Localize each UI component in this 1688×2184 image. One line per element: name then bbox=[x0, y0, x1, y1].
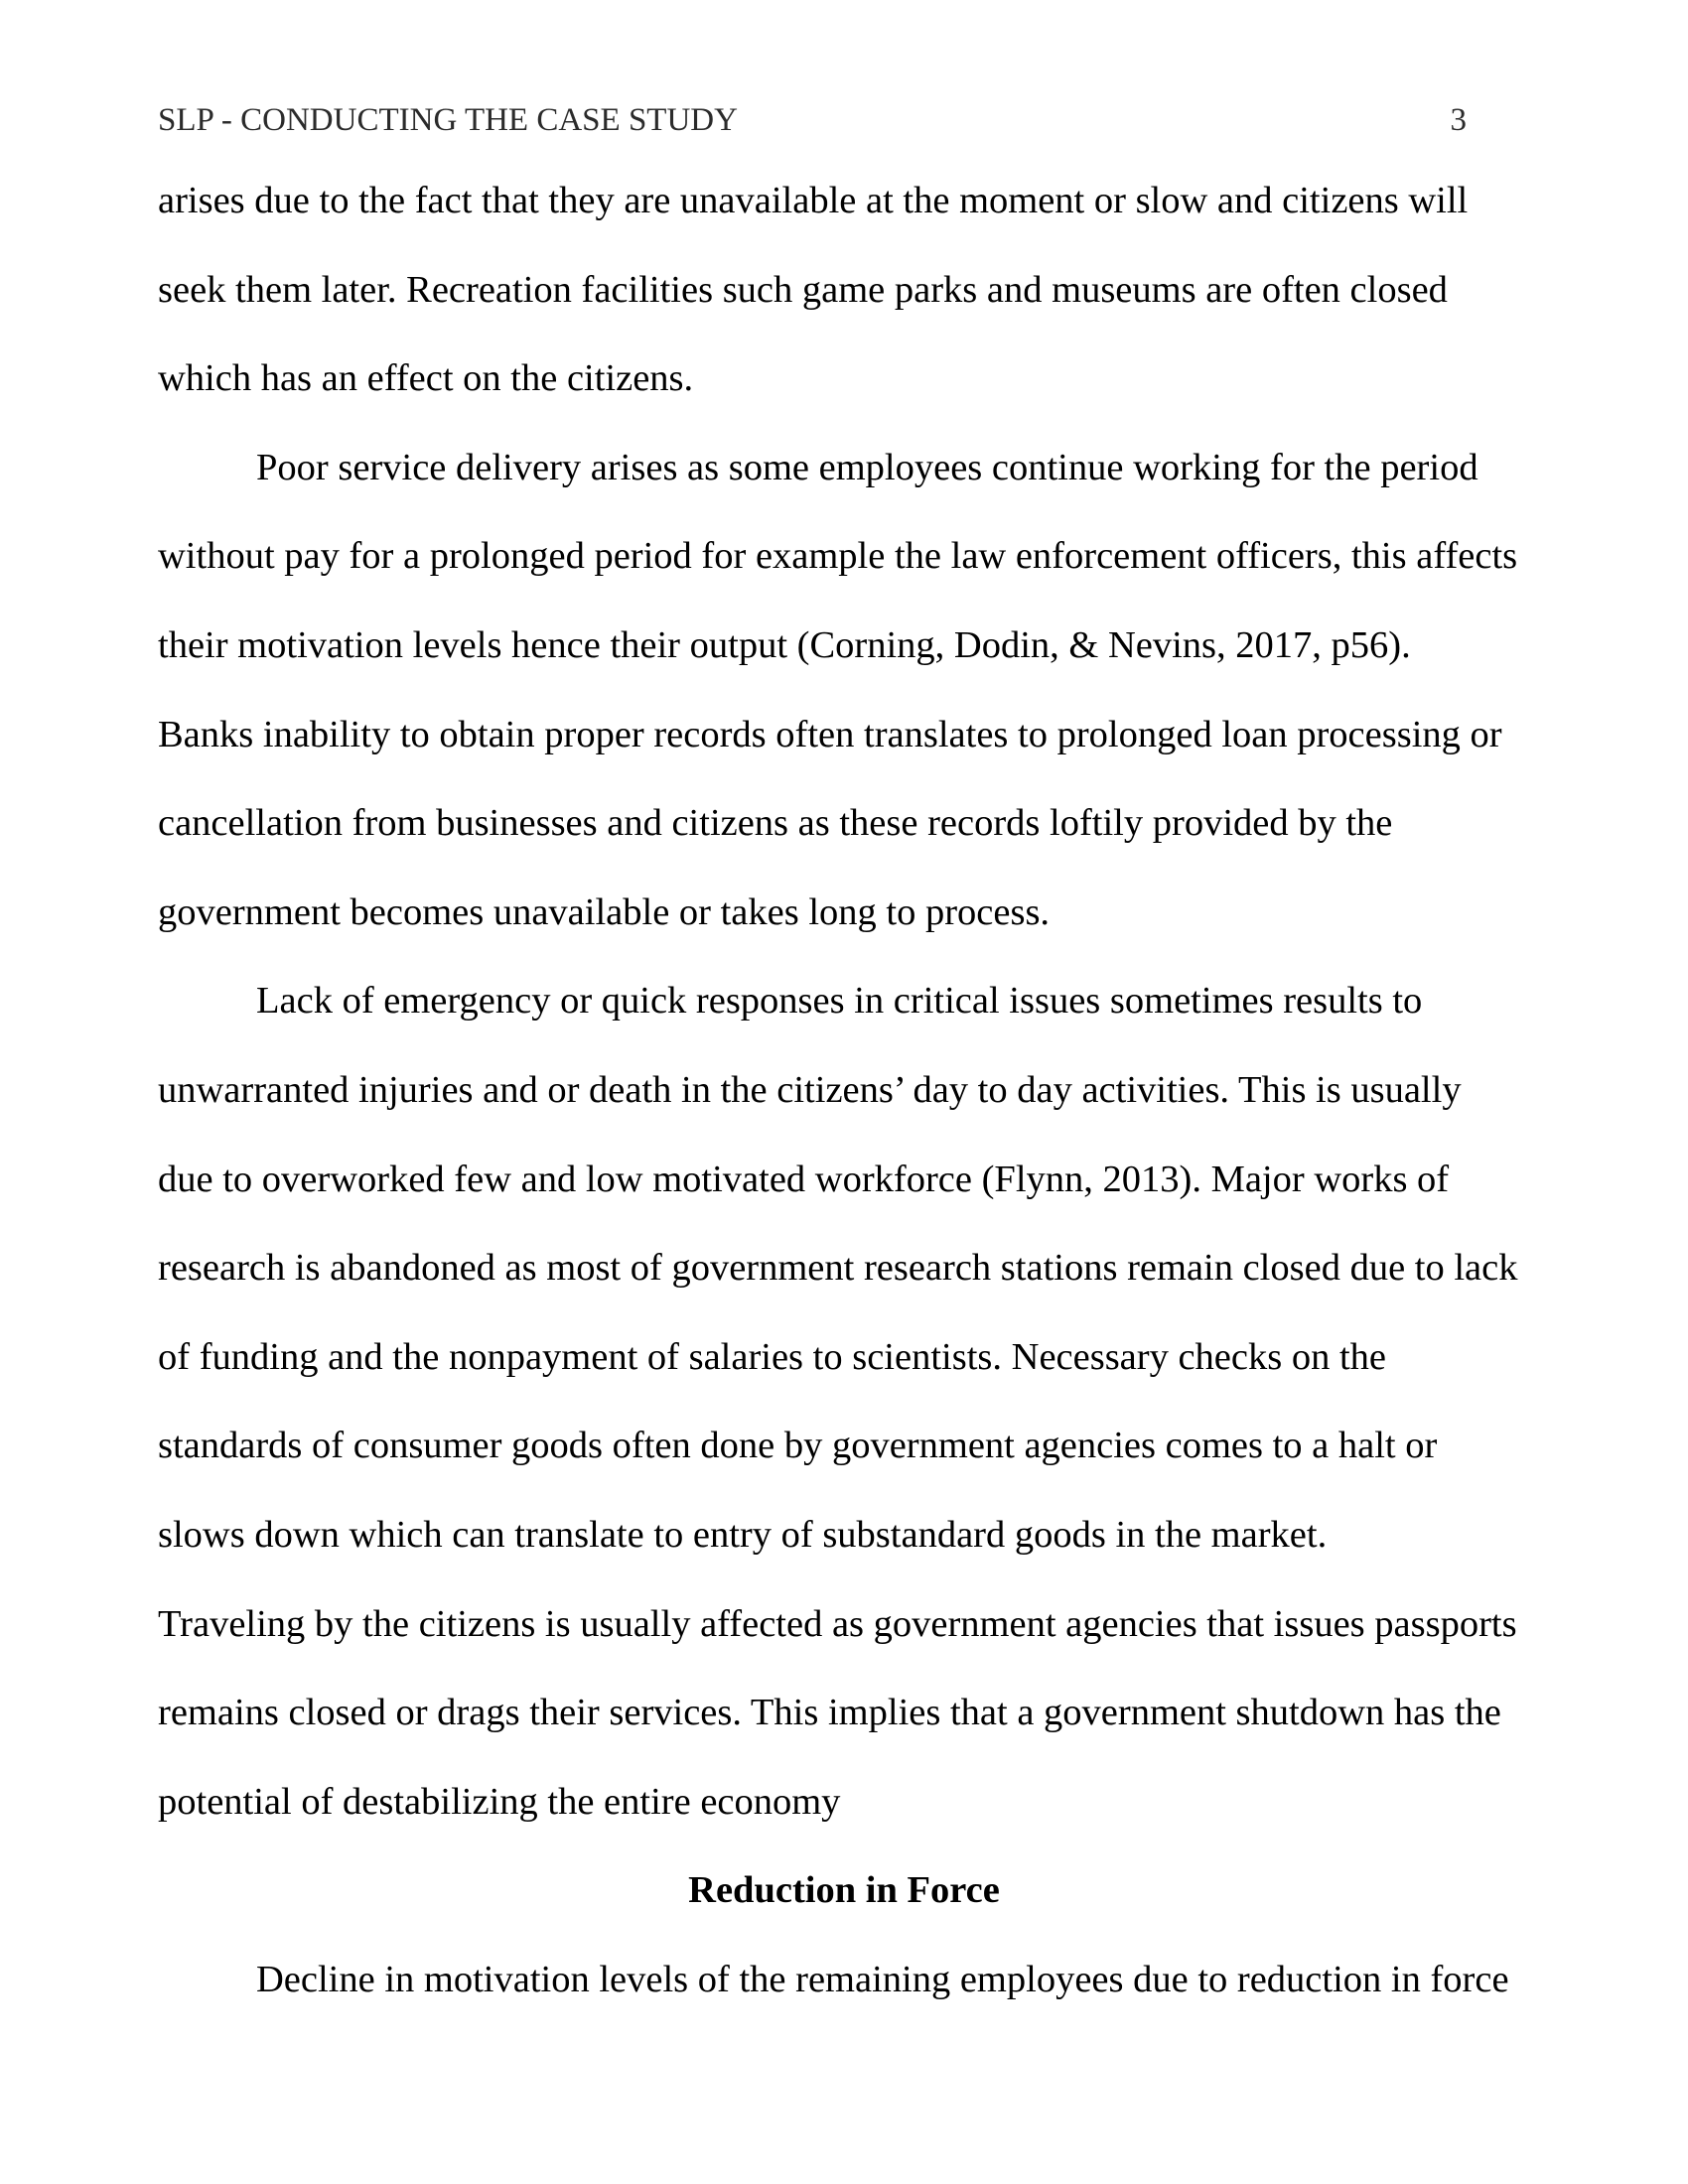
body-line: research is abandoned as most of government research stations remain closed due to lack bbox=[158, 1247, 1518, 1289]
paragraph-start-line: Decline in motivation levels of the remaining employees due to reduction in force bbox=[256, 1959, 1509, 2000]
body-line: cancellation from businesses and citizens as these records loftily provided by the bbox=[158, 802, 1393, 844]
paragraph-start-line: Lack of emergency or quick responses in critical issues sometimes results to bbox=[256, 980, 1423, 1022]
body-line: due to overworked few and low motivated workforce (Flynn, 2013). Major works of bbox=[158, 1159, 1450, 1200]
body-line: arises due to the fact that they are unavailable at the moment or slow and citizens will bbox=[158, 180, 1469, 221]
body-line: of funding and the nonpayment of salaries to scientists. Necessary checks on the bbox=[158, 1336, 1387, 1378]
paragraph-start-line: Poor service delivery arises as some employees continue working for the period bbox=[256, 447, 1478, 488]
body-line: standards of consumer goods often done by government agencies comes to a halt or bbox=[158, 1425, 1438, 1466]
page-number: 3 bbox=[1450, 102, 1467, 138]
body-line: potential of destabilizing the entire economy bbox=[158, 1781, 841, 1823]
body-line: Banks inability to obtain proper records often translates to prolonged loan processing or bbox=[158, 714, 1502, 755]
body-line: government becomes unavailable or takes long to process. bbox=[158, 891, 1051, 933]
body-line: seek them later. Recreation facilities such game parks and museums are often closed bbox=[158, 269, 1448, 311]
body-line: which has an effect on the citizens. bbox=[158, 357, 694, 399]
body-line: Traveling by the citizens is usually affected as government agencies that issues passports bbox=[158, 1603, 1517, 1645]
section-heading: Reduction in Force bbox=[688, 1869, 1000, 1911]
body-line: unwarranted injuries and or death in the citizens’ day to day activities. This is usually bbox=[158, 1069, 1462, 1111]
body-line: remains closed or drags their services. This implies that a government shutdown has the bbox=[158, 1692, 1501, 1733]
body-line: slows down which can translate to entry of substandard goods in the market. bbox=[158, 1514, 1328, 1556]
body-line: their motivation levels hence their output (Corning, Dodin, & Nevins, 2017, p56). bbox=[158, 624, 1411, 666]
running-head: SLP - CONDUCTING THE CASE STUDY bbox=[158, 102, 738, 138]
body-line: without pay for a prolonged period for example the law enforcement officers, this affects bbox=[158, 535, 1518, 577]
